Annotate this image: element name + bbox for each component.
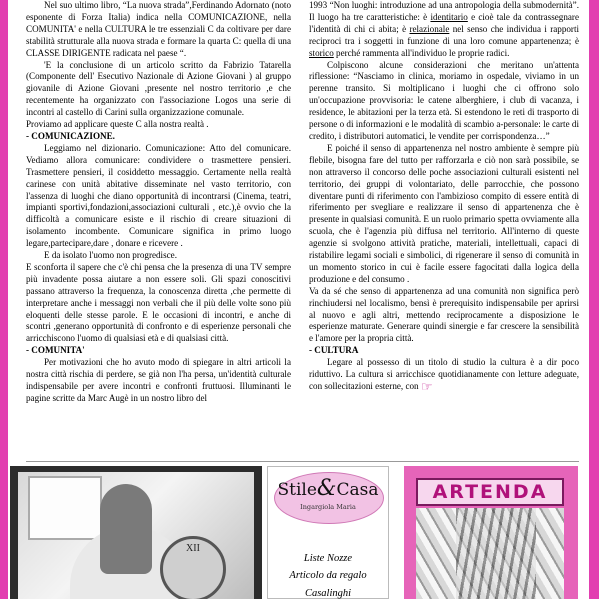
stile-casa-brand: Stile&Casa — [277, 476, 379, 501]
stile-casa-line: Casalinghi — [304, 588, 352, 599]
stile-casa-line: Liste Nozze — [303, 553, 353, 564]
stile-casa-ad[interactable] — [267, 466, 389, 599]
ads-divider — [26, 461, 579, 462]
paragraph: Colpiscono alcune considerazioni che meritano un'attenta riflessione: “Nasciamo in clinica, moriamo in ospedale, viviamo in un perenne transito. Si moltiplicano i luoghi che ci offrono solo un'occupazione provvisoria: le catene alberghiere, i club di vacanza, i residence, le abitazioni per la terza età. Si estendono le reti di trasporto di persone o di informazioni e le modalità di scambio a-personale: le carte di credito, i distributori automatici, le vendite per corrispondenza…” — [309, 59, 579, 141]
section-heading-comunita: - COMUNITA' — [26, 345, 85, 356]
bride-clock-photo-ad — [10, 466, 262, 599]
left-accent-bar — [0, 0, 8, 599]
paragraph: Va da sé che senso di appartenenza ad una comunità non significa però rinchiudersi nel localismo, bensì è prerequisito indispensabile per aprirsi al nuovo e agli altri, mettendo reciprocamente a disposizione le esperienze maturate. Generare quindi sinergie e far crescere la sensibilità e l'amore per la propria città. — [309, 285, 579, 344]
underlined-term: relazionale — [409, 23, 450, 34]
paragraph: Leggiamo nel dizionario. Comunicazione: Atto del comunicare. Vediamo allora comunicare: condividere o trasmettere pensieri. Trasmettere pensieri, il cosiddetto messaggio. Certamente nella realtà carinese con unità abitative disseminate nel vasto territorio, con l'assenza di luoghi che diano opportunità di incontrarsi (Cinema, teatri, impianti sportivi,fondazioni,associazioni culturali , etc.),è ovvio che la difficoltà a comunicare esiste e il rischio di creare situazioni di isolamento incombente. Comunicare significa in primo luogo legare,partecipare,dare , donare e ricevere . — [26, 142, 291, 249]
paragraph: Per motivazioni che ho avuto modo di spiegare in altri articoli la nostra città rischia di perdere, se già non l'ha persa, un'identità culturale indispensabile per avere incontri e confronti fruttuosi. Illuminanti le pagine scritte da Marc Augè in un nostro libro del — [26, 357, 291, 403]
underlined-term: identitario — [430, 11, 468, 22]
bride-figure — [100, 484, 152, 574]
right-accent-bar — [589, 0, 599, 599]
paragraph: Proviamo ad applicare queste C alla nostra realtà . — [26, 119, 209, 130]
section-heading-cultura: - CULTURA — [309, 345, 359, 356]
artenda-logo: ARTENDA — [416, 478, 564, 506]
drape-shape — [456, 508, 536, 599]
paragraph: E sconforta il sapere che c'è chi pensa che la presenza di una TV sempre più invadente possa aiutare a non essere soli. Gli spazi conoscitivi passano attraverso la frequenza, la conoscenza diretta ,che permette di interpretare anche i messaggi non verbali che il più delle volte sono più eloquenti delle stesse parole. E le occasioni di incontri, e anche di scontri ,generano opportunità di confronto e di esperienze personali che arricchiscono l'uomo di qualsiasi età e di qualsiasi città. — [26, 261, 291, 344]
underlined-term: storico — [309, 47, 334, 58]
stile-casa-owner: Ingargiola Maria — [300, 503, 356, 511]
section-heading-comunicazione: - COMUNICAZIONE. — [26, 130, 115, 141]
artenda-ad[interactable] — [404, 466, 578, 599]
paragraph: Legare al possesso di un titolo di studio la cultura è a dir poco riduttivo. La cultura si arricchisce quotidianamente con letture adeguate, con sollecitazioni esterne, con ☞ — [309, 357, 579, 394]
paragraph: Nel suo ultimo libro, “La nuova strada”,Ferdinando Adornato (noto esponente di Forza Italia) indica nella COMUNICAZIONE, nella COMUNITA' e nella CULTURA le tre essenziali C da coltivare per dare stabilità strutturale alla nuova strada e formare la quarta C: quella di una CLASSE DIRIGENTE radicata nel paese “. — [26, 0, 291, 58]
paragraph: E da isolato l'uomo non progredisce. — [44, 250, 177, 261]
paragraph: 'E la conclusione di un articolo scritto da Fabrizio Tatarella (Componente dell' Esecutivo Nazionale di Azione Giovani ) al gruppo giovanile di Azione Giovani ,presente nel nostro territorio ,e che recentemente ha organizzato con l'associazione Logos una serie di incontri al castello di Carini sulla organizzazione comunale. — [26, 59, 291, 118]
paragraph: 1993 “Non luoghi: introduzione ad una antropologia della submodernità”. Il luogo ha tre caratteristiche: è identitario e cioè tale da contrassegnare l'identità di chi ci abita; è relazionale nel senso che individua i rapporti reciproci tra i soggetti in funzione di una loro comune appartenenza; è storico perché rammenta all'individuo le proprie radici. — [309, 0, 579, 58]
clock-icon: XII — [160, 536, 226, 599]
stile-casa-line: Articolo da regalo — [289, 570, 367, 581]
article-left-column — [26, 0, 291, 405]
article-right-column — [309, 0, 579, 393]
curtain-photo — [416, 508, 564, 599]
pointing-hand-icon: ☞ — [420, 379, 433, 394]
paragraph: E poiché il senso di appartenenza nel nostro ambiente è sempre più flebile, bisogna fare del tutto per rafforzarla e ciò non sarà possibile, se non attraverso il concorso delle poche associazioni culturali esistenti nel territorio, dei gruppi di volontariato, delle parrocchie, che possono diventare punti di riferimento con l'ambizioso compito di essere entità di riferimento per svegliare e realizzare il senso di appartenenza che è presente in qualsiasi comunità. E un ruolo primario spetta ovviamente alla scuola, che è l'agenzia più diffusa nel territorio. All'interno di queste agenzie si svolgono attività pratiche, materiali, intellettuali, capaci di ristabilire legami sociali e simbolici, di rigenerare il senso di comunità in un momento storico in cui è facile essere fagocitati dalla logica della produzione e del consumo . — [309, 142, 579, 284]
window-shape — [28, 476, 102, 540]
